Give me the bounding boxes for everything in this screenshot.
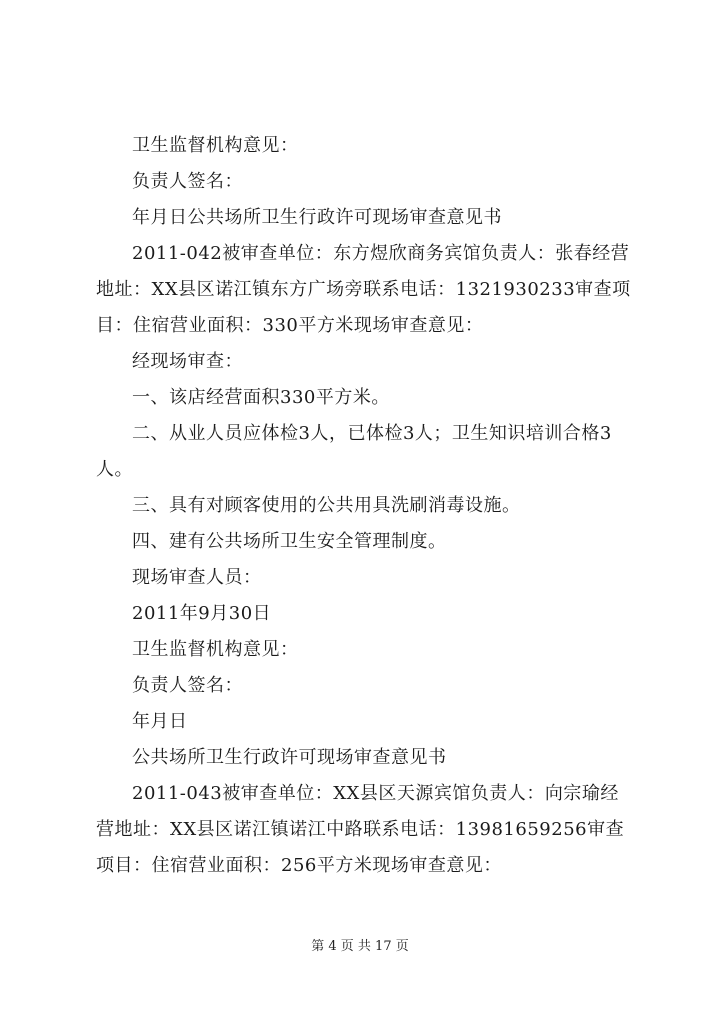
paragraph: 年月日 [132,711,188,732]
page-footer [0,938,720,956]
paragraph: 四、建有公共场所卫生安全管理制度。 [132,531,447,552]
paragraph: 2011-043被审查单位：XX县区天源宾馆负责人：向宗瑜经营地址：XX县区诺江镇诺江中路联系电话：13981659256审查项目：住宿营业面积：256平方米现场审查意见： [96,783,625,876]
paragraph: 卫生监督机构意见： [132,135,299,156]
paragraph: 二、从业人员应体检3人，已体检3人；卫生知识培训合格3人。 [96,423,612,480]
document-body [96,128,636,884]
paragraph: 2011年9月30日 [132,603,272,624]
paragraph: 三、具有对顾客使用的公共用具洗刷消毒设施。 [132,495,521,516]
paragraph: 一、该店经营面积330平方米。 [132,387,390,408]
paragraph: 负责人签名： [132,675,243,696]
paragraph: 现场审查人员： [132,567,262,588]
page-number-label: 第 4 页 共 17 页 [311,939,409,954]
paragraph: 2011-042被审查单位：东方煜欣商务宾馆负责人：张春经营地址：XX县区诺江镇东方广场旁联系电话：1321930233审查项目：住宿营业面积：330平方米现场审查意见： [96,243,631,336]
paragraph: 卫生监督机构意见： [132,639,299,660]
paragraph: 公共场所卫生行政许可现场审查意见书 [132,747,447,768]
paragraph: 年月日公共场所卫生行政许可现场审查意见书 [132,207,502,228]
paragraph: 负责人签名： [132,171,243,192]
paragraph: 经现场审查： [132,351,243,372]
